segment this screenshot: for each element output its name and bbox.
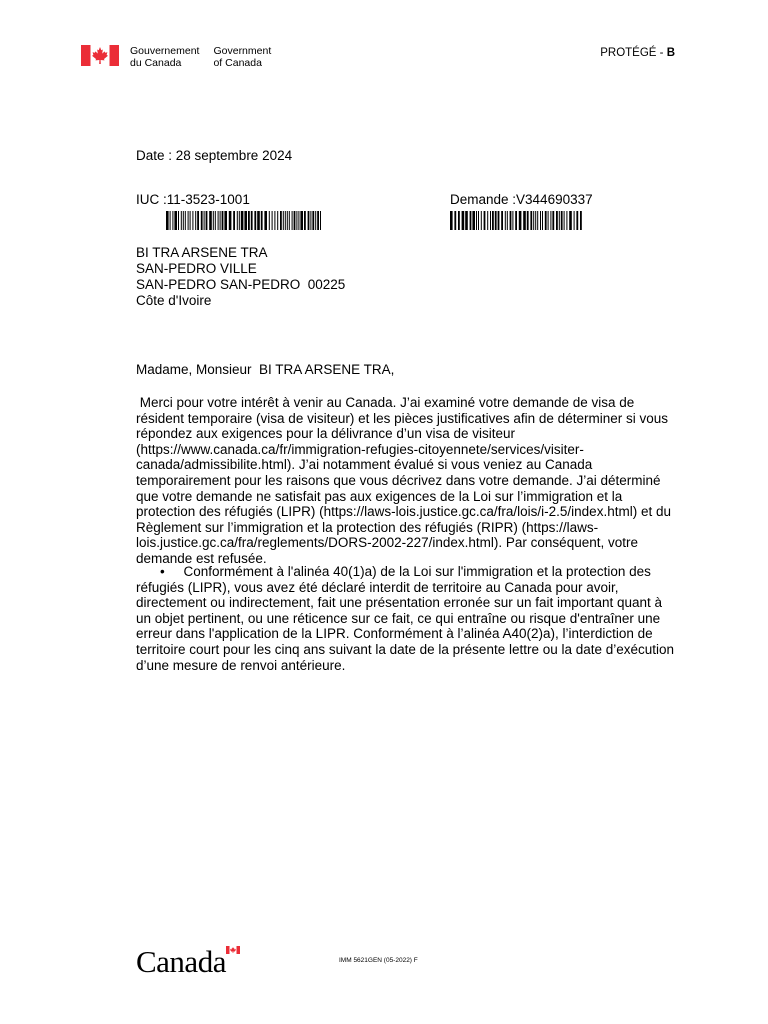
barcode-bar xyxy=(285,211,286,230)
barcode-bar xyxy=(530,211,532,230)
address-line: Côte d'Ivoire xyxy=(136,293,212,308)
barcode-bar xyxy=(537,211,538,230)
barcode-bar xyxy=(550,211,551,230)
security-classification xyxy=(600,47,675,59)
barcode-bar xyxy=(540,211,541,230)
barcode-bar xyxy=(277,211,278,230)
barcode-bar xyxy=(304,211,306,230)
barcode-bar xyxy=(269,211,270,230)
barcode-bar xyxy=(481,211,482,230)
barcode-bar xyxy=(510,211,512,230)
barcode-bar xyxy=(476,211,477,230)
barcode-bar xyxy=(487,211,488,230)
barcode-bar xyxy=(294,211,296,230)
barcode-bar xyxy=(280,211,282,230)
barcode-bar xyxy=(201,211,203,230)
barcode-bar xyxy=(569,211,572,230)
inadmissibility-paragraph: • Conformément à l'alinéa 40(1)a) de la Loi sur l'immigration et la protection des réfugiés (LIPR), vous avez été déclaré interdit de territoire au Canada pour avoir, directement ou indirectement, fait une présentation erronée sur un fait important quant à un objet pertinent, ou une réticence sur ce fait, ce qui entraîne ou risque d'entraîner une erreur dans l'application de la LIPR. Conformément à l’alinéa A40(2)a), l’interdiction de territoire court pour les cinq ans suivant la date de la présente lettre ou la date d’exécution d’une mesure de renvoi antérieure. xyxy=(136,564,678,673)
barcode-bar xyxy=(274,211,275,230)
barcode-bar xyxy=(296,211,297,230)
application-number: Demande :V344690337 xyxy=(450,192,593,207)
barcode-bar xyxy=(545,211,547,230)
barcode-bar xyxy=(559,211,560,230)
barcode-bar xyxy=(298,211,299,230)
barcode-bar xyxy=(465,211,468,230)
barcode-bar xyxy=(519,211,522,230)
barcode-bar xyxy=(183,211,184,230)
barcode-bar xyxy=(289,211,290,230)
barcode-bar xyxy=(251,211,253,230)
barcode-bar xyxy=(213,211,214,230)
client-id-barcode xyxy=(166,211,321,230)
barcode-bar xyxy=(512,211,513,230)
gov-fr-line1: Gouvernement xyxy=(130,45,200,57)
barcode-bar xyxy=(552,211,554,230)
barcode-bar xyxy=(300,211,303,230)
barcode-bar xyxy=(190,211,191,230)
barcode-bar xyxy=(310,211,311,230)
barcode-bar xyxy=(174,211,177,230)
barcode-bar xyxy=(178,211,179,230)
barcode-bar xyxy=(239,211,240,230)
barcode-bar xyxy=(501,211,503,230)
barcode-bar xyxy=(580,211,582,230)
barcode-bar xyxy=(188,211,189,230)
barcode-bar xyxy=(548,211,549,230)
barcode-bar xyxy=(172,211,173,230)
address-line: SAN-PEDRO VILLE xyxy=(136,261,257,276)
barcode-bar xyxy=(556,211,558,230)
barcode-bar xyxy=(574,211,575,230)
barcode-bar xyxy=(515,211,517,230)
barcode-bar xyxy=(218,211,219,230)
government-signature xyxy=(81,45,271,69)
barcode-bar xyxy=(257,211,260,230)
barcode-bar xyxy=(264,211,267,230)
gov-name-english xyxy=(213,45,271,69)
barcode-bar xyxy=(222,211,224,230)
recipient-address xyxy=(136,245,345,309)
barcode-bar xyxy=(185,211,186,230)
classification-prefix: PROTÉGÉ - xyxy=(600,47,667,59)
gov-name-french xyxy=(130,45,199,69)
barcode-bar xyxy=(244,211,247,230)
barcode-bar xyxy=(248,211,250,230)
salutation: Madame, Monsieur BI TRA ARSENE TRA, xyxy=(136,362,395,377)
wordmark-flag-icon xyxy=(226,946,240,954)
barcode-bar xyxy=(462,211,465,230)
barcode-bar xyxy=(206,211,208,230)
barcode-bar xyxy=(507,211,508,230)
barcode-bar xyxy=(229,211,232,230)
barcode-bar xyxy=(484,211,486,230)
barcode-bar xyxy=(254,211,256,230)
form-code: IMM 5621GEN (05-2022) F xyxy=(339,957,418,964)
barcode-bar xyxy=(192,211,193,230)
barcode-bar xyxy=(566,211,567,230)
barcode-bar xyxy=(533,211,534,230)
barcode-bar xyxy=(272,211,273,230)
canada-flag-icon xyxy=(81,45,119,66)
barcode-bar xyxy=(204,211,205,230)
barcode-bar xyxy=(458,211,460,230)
barcode-bar xyxy=(535,211,536,230)
barcode-bar xyxy=(220,211,221,230)
barcode-bar xyxy=(283,211,284,230)
gov-en-line1: Government xyxy=(213,45,272,57)
barcode-bar xyxy=(261,211,263,230)
barcode-bar xyxy=(215,211,216,230)
barcode-bar xyxy=(312,211,314,230)
wordmark-text: Canada xyxy=(136,944,226,979)
barcode-bar xyxy=(472,211,475,230)
gov-fr-line2: du Canada xyxy=(130,57,182,69)
barcode-bar xyxy=(492,211,494,230)
address-line: SAN-PEDRO SAN-PEDRO 00225 xyxy=(136,277,346,292)
refusal-paragraph: Merci pour votre intérêt à venir au Canada. J’ai examiné votre demande de visa de résident temporaire (visa de visiteur) et les pièces justificatives afin de déterminer si vous répondez aux exigences pour la délivrance d’un visa de visiteur (https://www.canada.ca/fr/immigration-refugies-citoyennete/services/visiter-canada/admissibilite.html). J’ai notamment évalué si vous veniez au Canada temporairement pour les raisons que vous décrivez dans votre demande. J’ai déterminé que votre demande ne satisfait pas aux exigences de la Loi sur l’immigration et la protection des réfugiés (LIPR) (https://laws-lois.justice.gc.ca/fra/lois/i-2.5/index.html) et du Règlement sur l’immigration et la protection des réfugiés (RIPR) (https://laws-lois.justice.gc.ca/fra/reglements/DORS-2002-227/index.html). Par conséquent, votre demande est refusée. xyxy=(136,395,675,566)
barcode-bar xyxy=(542,211,543,230)
barcode-bar xyxy=(241,211,244,230)
barcode-bar xyxy=(470,211,472,230)
barcode-bar xyxy=(181,211,182,230)
barcode-bar xyxy=(308,211,310,230)
barcode-bar xyxy=(197,211,199,230)
barcode-bar xyxy=(490,211,491,230)
address-line: BI TRA ARSENE TRA xyxy=(136,245,268,260)
barcode-bar xyxy=(237,211,238,230)
barcode-bar xyxy=(224,211,227,230)
barcode-bar xyxy=(505,211,506,230)
client-id: IUC :11-3523-1001 xyxy=(136,192,250,207)
barcode-bar xyxy=(315,211,316,230)
barcode-bar xyxy=(292,211,293,230)
barcode-bar xyxy=(320,211,321,230)
barcode-bar xyxy=(454,211,456,230)
letter-date: Date : 28 septembre 2024 xyxy=(136,148,293,163)
barcode-bar xyxy=(209,211,212,230)
barcode-bar xyxy=(166,211,169,230)
canada-wordmark xyxy=(136,946,244,978)
application-barcode xyxy=(450,211,582,230)
barcode-bar xyxy=(170,211,171,230)
barcode-bar xyxy=(450,211,453,230)
barcode-bar xyxy=(495,211,497,230)
classification-level: B xyxy=(666,47,675,59)
barcode-bar xyxy=(287,211,288,230)
barcode-bar xyxy=(561,211,563,230)
barcode-bar xyxy=(564,211,565,230)
barcode-bar xyxy=(317,211,319,230)
barcode-bar xyxy=(195,211,196,230)
gov-en-line2: of Canada xyxy=(213,57,262,69)
barcode-bar xyxy=(523,211,526,230)
barcode-bar xyxy=(498,211,500,230)
barcode-bar xyxy=(233,211,235,230)
barcode-bar xyxy=(527,211,529,230)
barcode-bar xyxy=(478,211,479,230)
barcode-bar xyxy=(576,211,578,230)
